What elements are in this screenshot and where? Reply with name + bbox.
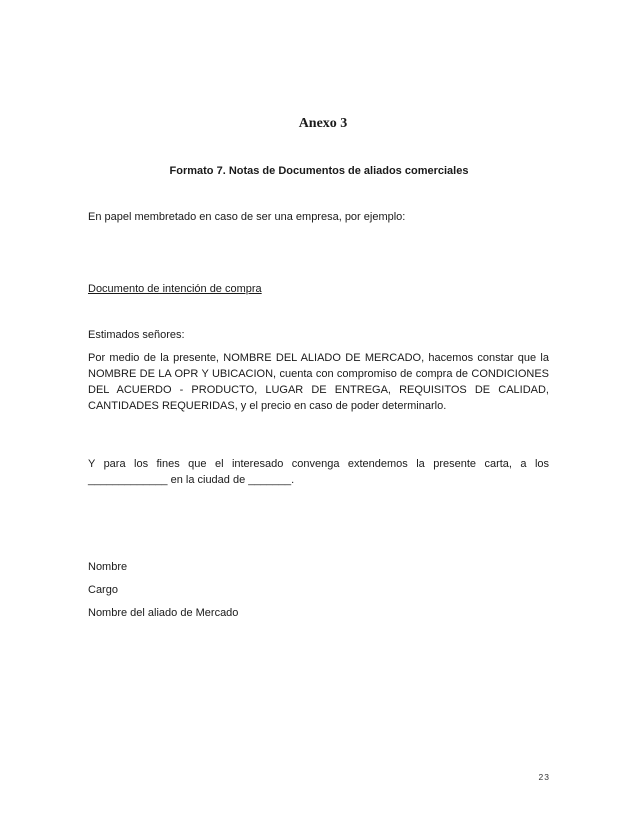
signature-name: Nombre [88, 561, 128, 573]
format-subtitle: Formato 7. Notas de Documentos de aliados comerciales [169, 165, 469, 177]
document-heading: Documento de intención de compra [88, 283, 262, 295]
signature-organization: Nombre del aliado de Mercado [88, 607, 239, 619]
body-paragraph: Por medio de la presente, NOMBRE DEL ALIADO DE MERCADO, hacemos constar que la NOMBRE DE LA OPR Y UBICACION, cuenta con compromiso de compra de CONDICIONES DEL ACUERDO - PRODUCTO, LUGAR DE ENTREGA, REQUISITOS DE CALIDAD, CANTIDADES REQUERIDAS, y el precio en caso de poder determinarlo. [88, 352, 549, 412]
closing-paragraph: Y para los fines que el interesado convenga extendemos la presente carta, a los _____________ en la ciudad de _______. [88, 458, 549, 486]
page-number: 23 [538, 772, 550, 782]
greeting-text: Estimados señores: [88, 329, 185, 341]
annex-title: Anexo 3 [298, 116, 348, 131]
intro-text: En papel membretado en caso de ser una empresa, por ejemplo: [88, 211, 406, 223]
signature-position: Cargo [88, 584, 118, 596]
